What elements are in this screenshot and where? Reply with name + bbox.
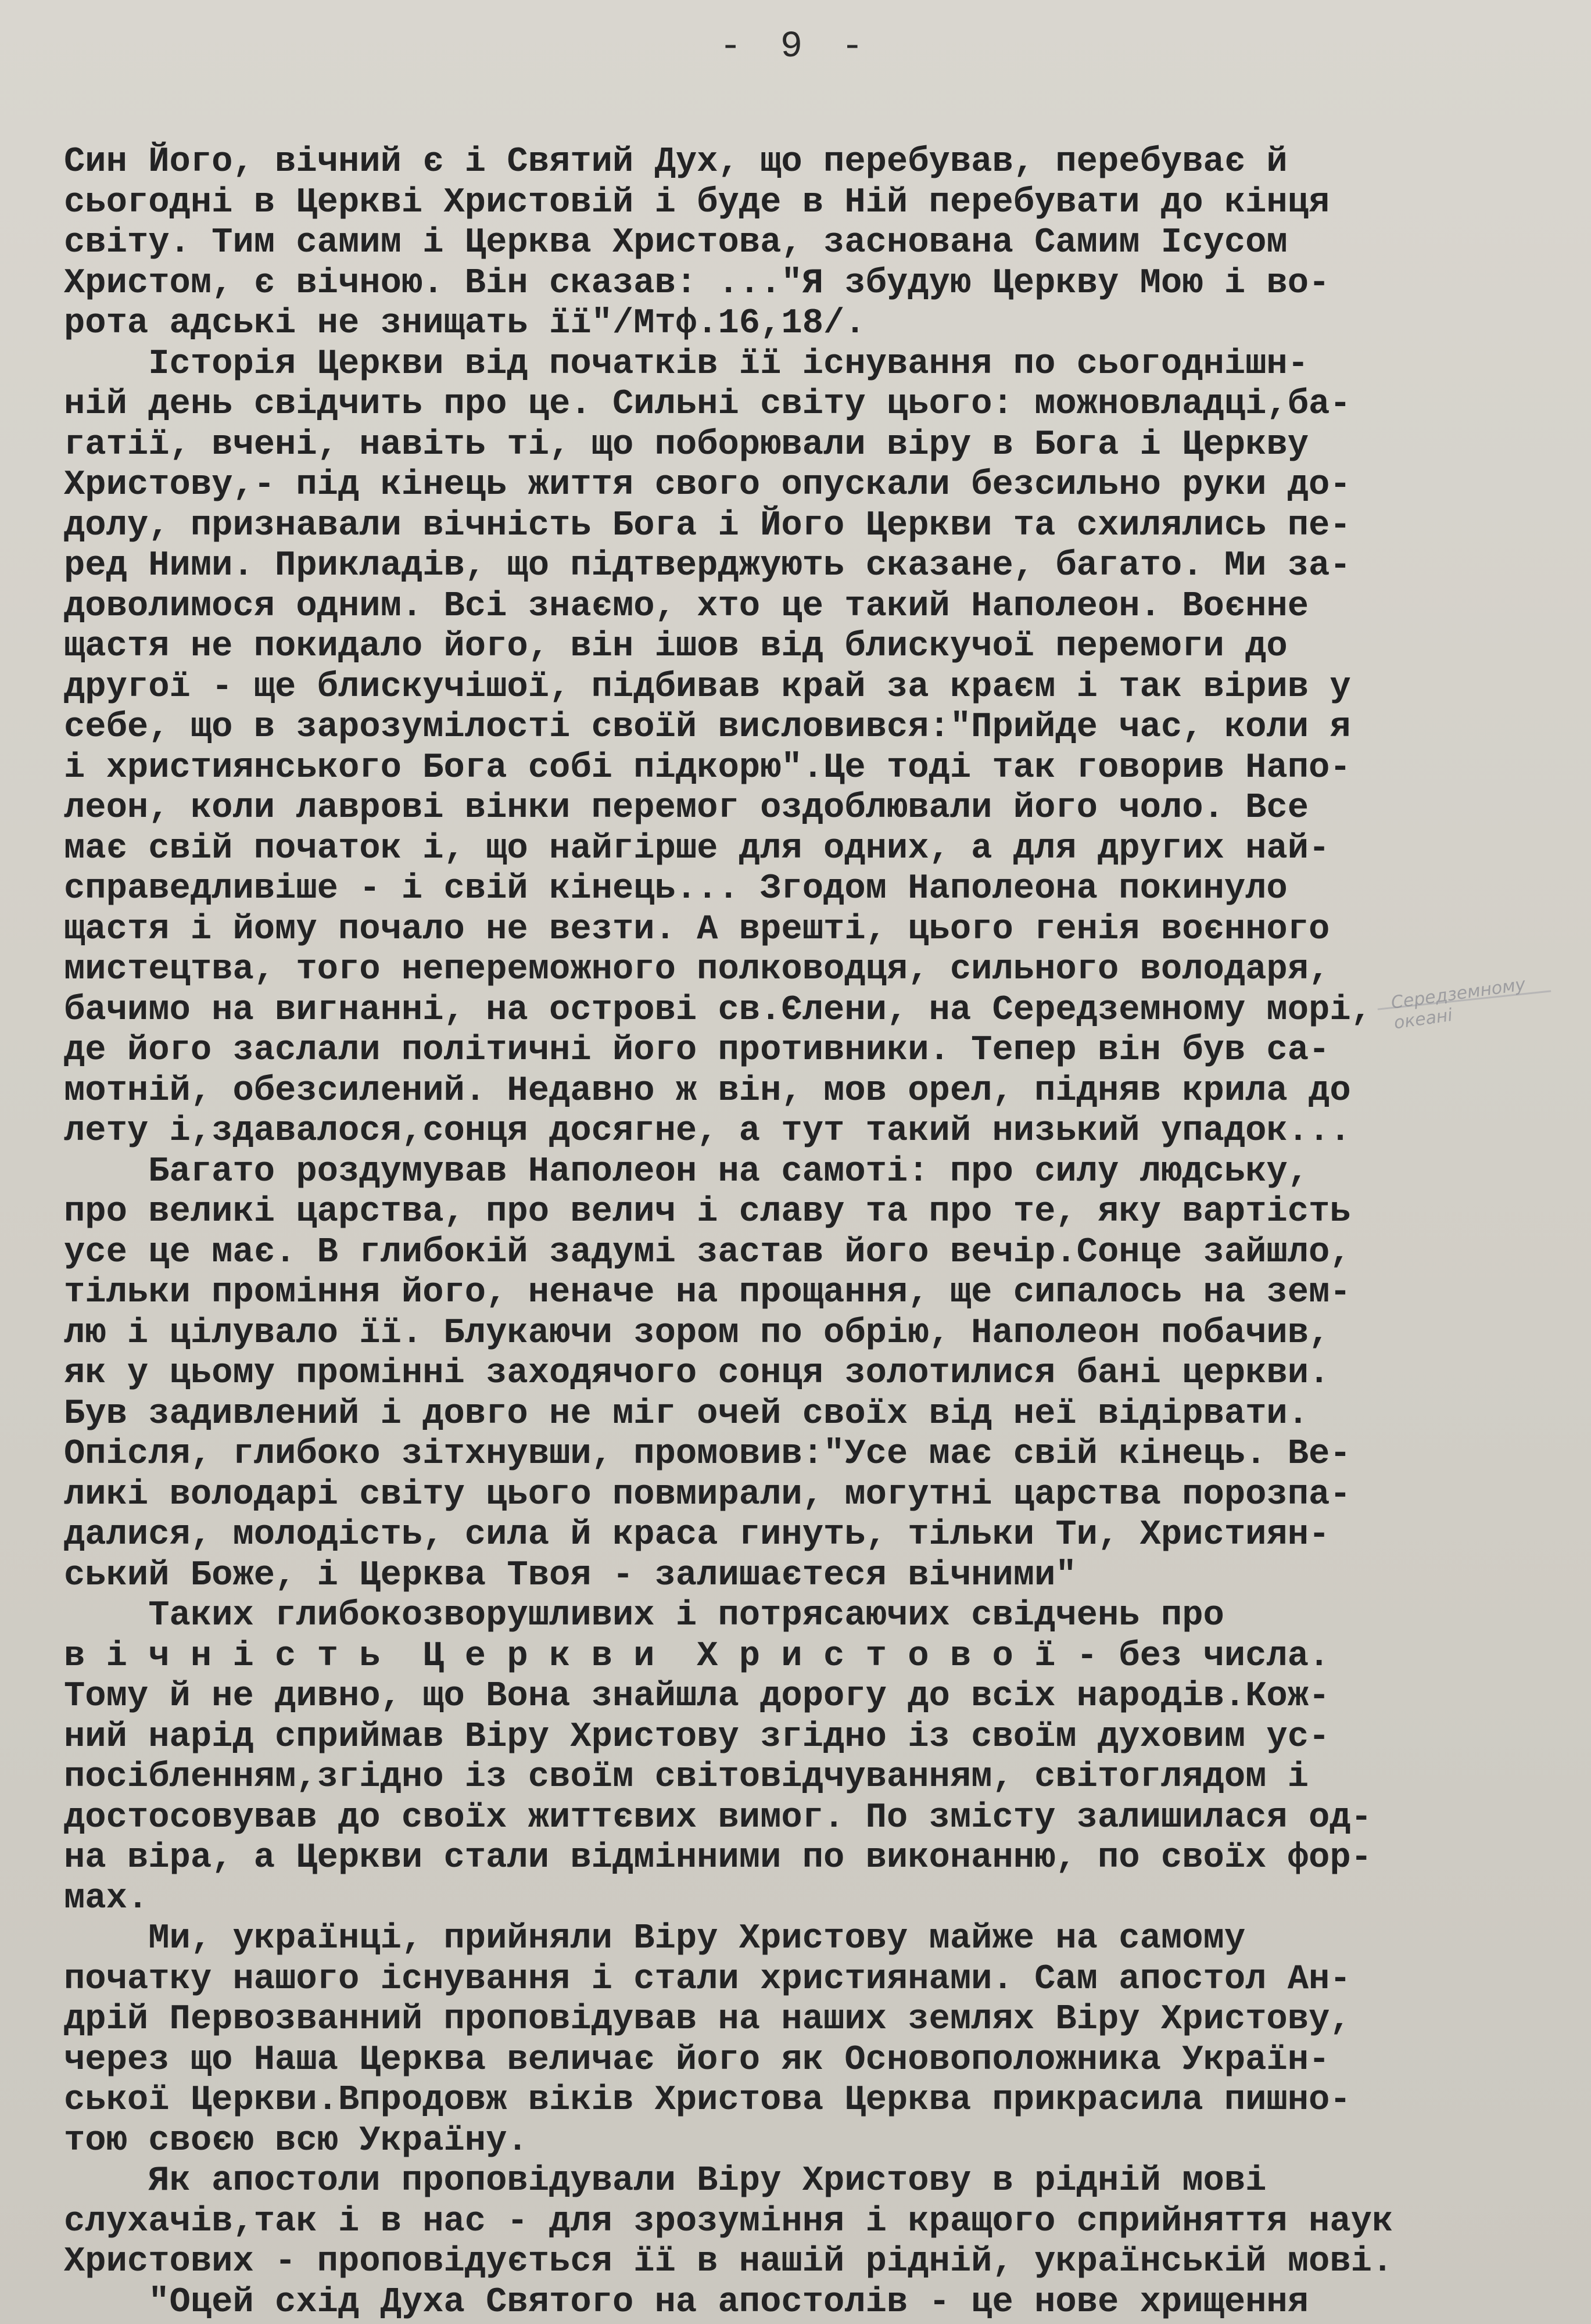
text-line: і християнського Бога собі підкорю".Це тоді так говорив Напо-: [64, 748, 1351, 788]
document-body: [64, 142, 1551, 2323]
text-line: далися, молодість, сила й краса гинуть, тільки Ти, Християн-: [64, 1515, 1330, 1555]
text-line: ний нарід сприймав Віру Христову згідно із своїм духовим ус-: [64, 1717, 1330, 1757]
text-line: ред Ними. Прикладів, що підтверджують сказане, багато. Ми за-: [64, 546, 1351, 586]
text-line: достосовував до своїх життєвих вимог. По змісту залишилася од-: [64, 1798, 1372, 1838]
text-line: в і ч н і с т ь Ц е р к в и Х р и с т о в о ї - без числа.: [64, 1636, 1330, 1676]
text-line: Тому й не дивно, що Вона знайшла дорогу до всіх народів.Кож-: [64, 1677, 1330, 1716]
text-line: лету і,здавалося,сонця досягне, а тут такий низький упадок...: [64, 1111, 1351, 1151]
text-line: тільки проміння його, неначе на прощання, ще сипалось на зем-: [64, 1273, 1351, 1312]
text-line: Таких глибокозворушливих і потрясаючих свідчень про: [64, 1596, 1224, 1636]
page-number: - 9 -: [719, 26, 872, 68]
text-line: себе, що в зарозумілості своїй висловився:"Прийде час, коли я: [64, 708, 1351, 747]
text-line: Христову,- під кінець життя свого опускали безсильно руки до-: [64, 465, 1351, 505]
text-line: гатії, вчені, навіть ті, що поборювали віру в Бога і Церкву: [64, 425, 1309, 465]
text-line: через що Наша Церква величає його як Основоположника Україн-: [64, 2040, 1330, 2080]
text-line: як у цьому промінні заходячого сонця золотилися бані церкви.: [64, 1354, 1330, 1393]
text-line: Христом, є вічною. Він сказав: ..."Я збудую Церкву Мою і во-: [64, 263, 1330, 303]
text-line: Опісля, глибоко зітхнувши, промовив:"Усе має свій кінець. Ве-: [64, 1434, 1351, 1474]
text-line: слухачів,так і в нас - для зрозуміння і кращого сприйняття наук: [64, 2201, 1393, 2241]
text-line: сьогодні в Церкві Христовій і буде в Ній перебувати до кінця: [64, 182, 1330, 223]
text-line: другої - ще блискучішої, підбивав край за краєм і так вірив у: [64, 667, 1351, 707]
text-line: лю і цілувало її. Блукаючи зором по обрію, Наполеон побачив,: [64, 1313, 1330, 1353]
text-line: ський Боже, і Церква Твоя - залишаєтеся вічними": [64, 1555, 1077, 1595]
text-line: рота адські не знищать її"/Мтф.16,18/.: [64, 304, 866, 343]
text-line: ній день свідчить про це. Сильні світу цього: можновладці,ба-: [64, 385, 1351, 424]
text-line: Христових - проповідується її в нашій рідній, українській мові.: [64, 2242, 1393, 2282]
text-line: "Оцей схід Духа Святого на апостолів - це нове хрищення: [64, 2282, 1309, 2322]
text-line: тою своєю всю Україну.: [64, 2121, 528, 2161]
text-line: мах.: [64, 1878, 149, 1918]
margin-handwritten-note: Середземному океані: [1389, 974, 1527, 1034]
text-line: щастя і йому почало не везти. А врешті, цього генія воєнного: [64, 909, 1330, 949]
text-line: справедливіше - і свій кінець... Згодом Наполеона покинуло: [64, 869, 1288, 909]
text-line: має свій початок і, що найгірше для одних, а для других най-: [64, 829, 1330, 869]
text-line: мотній, обезсилений. Недавно ж він, мов орел, підняв крила до: [64, 1071, 1351, 1111]
text-line: мистецтва, того непереможного полководця, сильного володаря,: [64, 950, 1330, 989]
text-line: про великі царства, про велич і славу та про те, яку вартість: [64, 1192, 1351, 1232]
text-line: посібленням,згідно із своїм світовідчуванням, світоглядом і: [64, 1758, 1309, 1797]
text-line: ликі володарі світу цього повмирали, могутні царства порозпа-: [64, 1475, 1351, 1515]
text-line: леон, коли лаврові вінки перемог оздоблювали його чоло. Все: [64, 788, 1309, 828]
text-line: Історія Церкви від початків її існування по сьогоднішн-: [64, 344, 1309, 384]
text-line: на віра, а Церкви стали відмінними по виконанню, по своїх фор-: [64, 1838, 1372, 1878]
text-line: бачимо на вигнанні, на острові св.Єлени, на Середземному морі,: [64, 990, 1372, 1030]
text-line: світу. Тим самим і Церква Христова, заснована Самим Ісусом: [64, 223, 1288, 263]
text-line: усе це має. В глибокій задумі застав його вечір.Сонце зайшло,: [64, 1232, 1351, 1272]
text-line: доволимося одним. Всі знаємо, хто це такий Наполеон. Воєнне: [64, 586, 1309, 626]
text-line: Син Його, вічний є і Святий Дух, що перебував, перебуває й: [64, 142, 1288, 182]
text-line: дрій Первозванний проповідував на наших землях Віру Христову,: [64, 2000, 1351, 2039]
text-line: Як апостоли проповідували Віру Христову в рідній мові: [64, 2161, 1267, 2201]
text-line: щастя не покидало його, він ішов від блискучої перемоги до: [64, 627, 1288, 666]
text-line: початку нашого існування і стали християнами. Сам апостол Ан-: [64, 1959, 1351, 1999]
text-line: Ми, українці, прийняли Віру Христову майже на самому: [64, 1919, 1246, 1959]
text-line: долу, признавали вічність Бога і Його Церкви та схилялись пе-: [64, 505, 1351, 546]
text-line: Був задивлений і довго не міг очей своїх від неї відірвати.: [64, 1394, 1309, 1434]
text-line: ської Церкви.Впродовж віків Христова Церква прикрасила пишно-: [64, 2081, 1351, 2120]
text-line: Багато роздумував Наполеон на самоті: про силу людську,: [64, 1152, 1309, 1192]
text-line: де його заслали політичні його противники. Тепер він був са-: [64, 1031, 1330, 1070]
